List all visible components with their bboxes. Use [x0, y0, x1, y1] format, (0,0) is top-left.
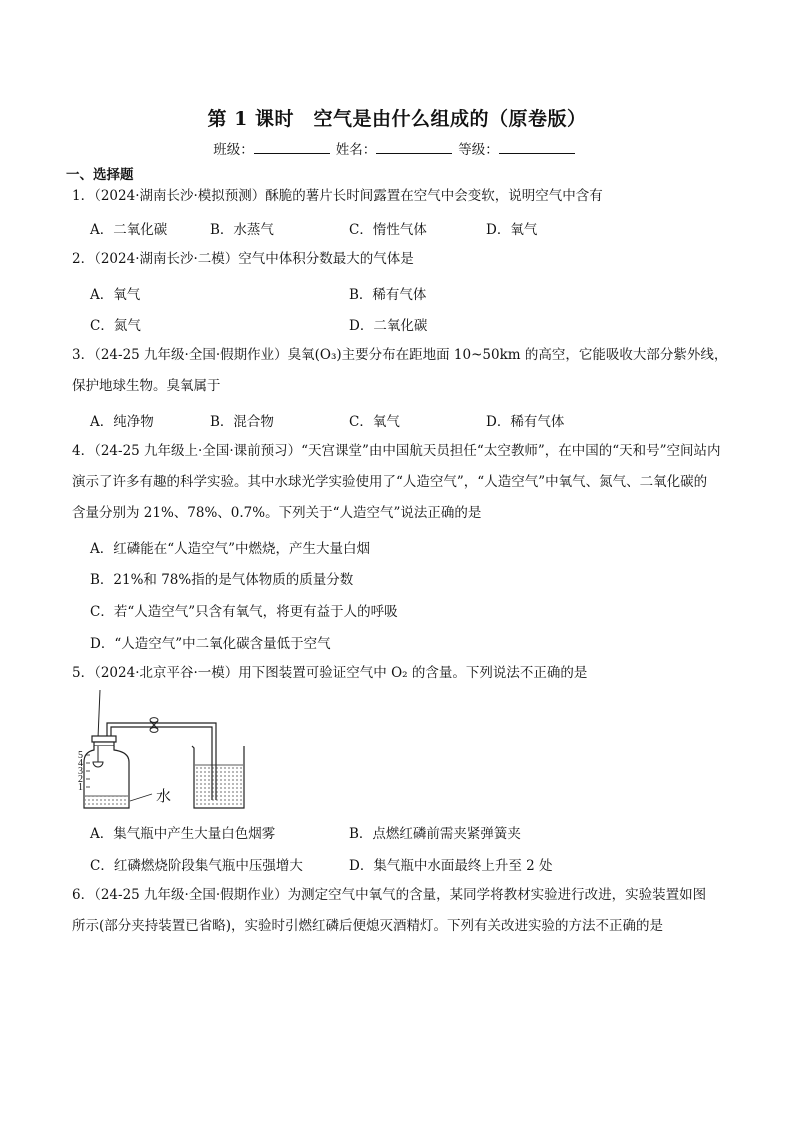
question-2-option-c: C．氮气	[90, 318, 141, 334]
question-6-stem-line-2: 所示(部分夹持装置已省略)，实验时引燃红磷后便熄灭酒精灯。下列有关改进实验的方法不正确的是	[72, 918, 664, 934]
question-5-option-c: C．红磷燃烧阶段集气瓶中压强增大	[90, 858, 303, 874]
question-2-option-d: D．二氧化碳	[349, 318, 428, 334]
scale-mark-5: 5	[78, 750, 83, 761]
class-blank	[254, 141, 330, 154]
question-4-stem-line-1: 4．（24-25 九年级上·全国·课前预习）“天宫课堂”由中国航天员担任“太空教师”，在中国的“天和号”空间站内	[72, 443, 721, 459]
water-label: 水	[156, 787, 172, 805]
beaker-icon	[192, 746, 244, 808]
question-3-option-c: C．氧气	[349, 414, 400, 430]
question-4-option-c: C．若“人造空气”只含有氧气，将更有益于人的呼吸	[90, 604, 398, 620]
question-4-option-d: D．“人造空气”中二氧化碳含量低于空气	[90, 636, 331, 652]
apparatus-diagram	[78, 690, 264, 815]
question-4-option-a: A．红磷能在“人造空气”中燃烧，产生大量白烟	[90, 541, 371, 557]
grade-label: 等级：	[458, 142, 499, 158]
question-1-option-a: A．二氧化碳	[90, 222, 168, 238]
question-2-option-b: B．稀有气体	[349, 287, 427, 303]
question-3-option-b: B．混合物	[210, 414, 274, 430]
question-4-option-b: B．21%和 78%指的是气体物质的质量分数	[90, 572, 354, 588]
question-3-option-d: D．稀有气体	[486, 414, 565, 430]
section-heading: 一、选择题	[66, 167, 134, 183]
scale-mark-1: 1	[78, 782, 83, 793]
ignition-wire	[98, 690, 100, 738]
question-5-option-d: D．集气瓶中水面最终上升至 2 处	[349, 858, 553, 874]
question-2-stem: 2．（2024·湖南长沙·二模）空气中体积分数最大的气体是	[72, 251, 414, 267]
grade-blank	[499, 141, 575, 154]
question-5-stem: 5．（2024·北京平谷·一模）用下图装置可验证空气中 O₂ 的含量。下列说法不正确的是	[72, 665, 588, 681]
scale-mark-4: 4	[78, 758, 83, 769]
water-pointer	[130, 794, 152, 801]
name-blank	[376, 141, 452, 154]
name-label: 姓名：	[335, 142, 377, 158]
class-label: 班级：	[213, 142, 254, 158]
question-5-option-b: B．点燃红磷前需夹紧弹簧夹	[349, 826, 521, 842]
question-1-option-b: B．水蒸气	[210, 222, 274, 238]
question-6-stem-line-1: 6．（24-25 九年级·全国·假期作业）为测定空气中氧气的含量，某同学将教材实验进行改进，实验装置如图	[72, 887, 707, 903]
question-1-option-d: D．氧气	[486, 222, 538, 238]
spring-clip-icon	[150, 718, 158, 733]
question-4-stem-line-3: 含量分别为 21%、78%、0.7%。下列关于“人造空气”说法正确的是	[72, 505, 482, 521]
question-3-stem-line-2: 保护地球生物。臭氧属于	[72, 378, 221, 394]
question-1-stem: 1．（2024·湖南长沙·模拟预测）酥脆的薯片长时间露置在空气中会变软，说明空气中含有	[72, 188, 603, 204]
question-2-option-a: A．氧气	[90, 287, 141, 303]
question-3-option-a: A．纯净物	[90, 414, 154, 430]
scale-mark-2: 2	[78, 774, 83, 785]
gas-bottle-icon	[84, 736, 129, 808]
student-info-line	[0, 138, 794, 158]
scale-mark-3: 3	[78, 766, 83, 777]
question-3-stem-line-1: 3．（24-25 九年级·全国·假期作业）臭氧(O₃)主要分布在距地面 10~50km 的高空，它能吸收大部分紫外线，	[72, 347, 728, 363]
page-title: 第 1 课时 空气是由什么组成的（原卷版）	[207, 108, 587, 130]
question-5-option-a: A．集气瓶中产生大量白色烟雾	[90, 826, 276, 842]
question-1-option-c: C．惰性气体	[349, 222, 427, 238]
question-4-stem-line-2: 演示了许多有趣的科学实验。其中水球光学实验使用了“人造空气”，“人造空气”中氧气、氮气、二氧化碳的	[72, 474, 708, 490]
